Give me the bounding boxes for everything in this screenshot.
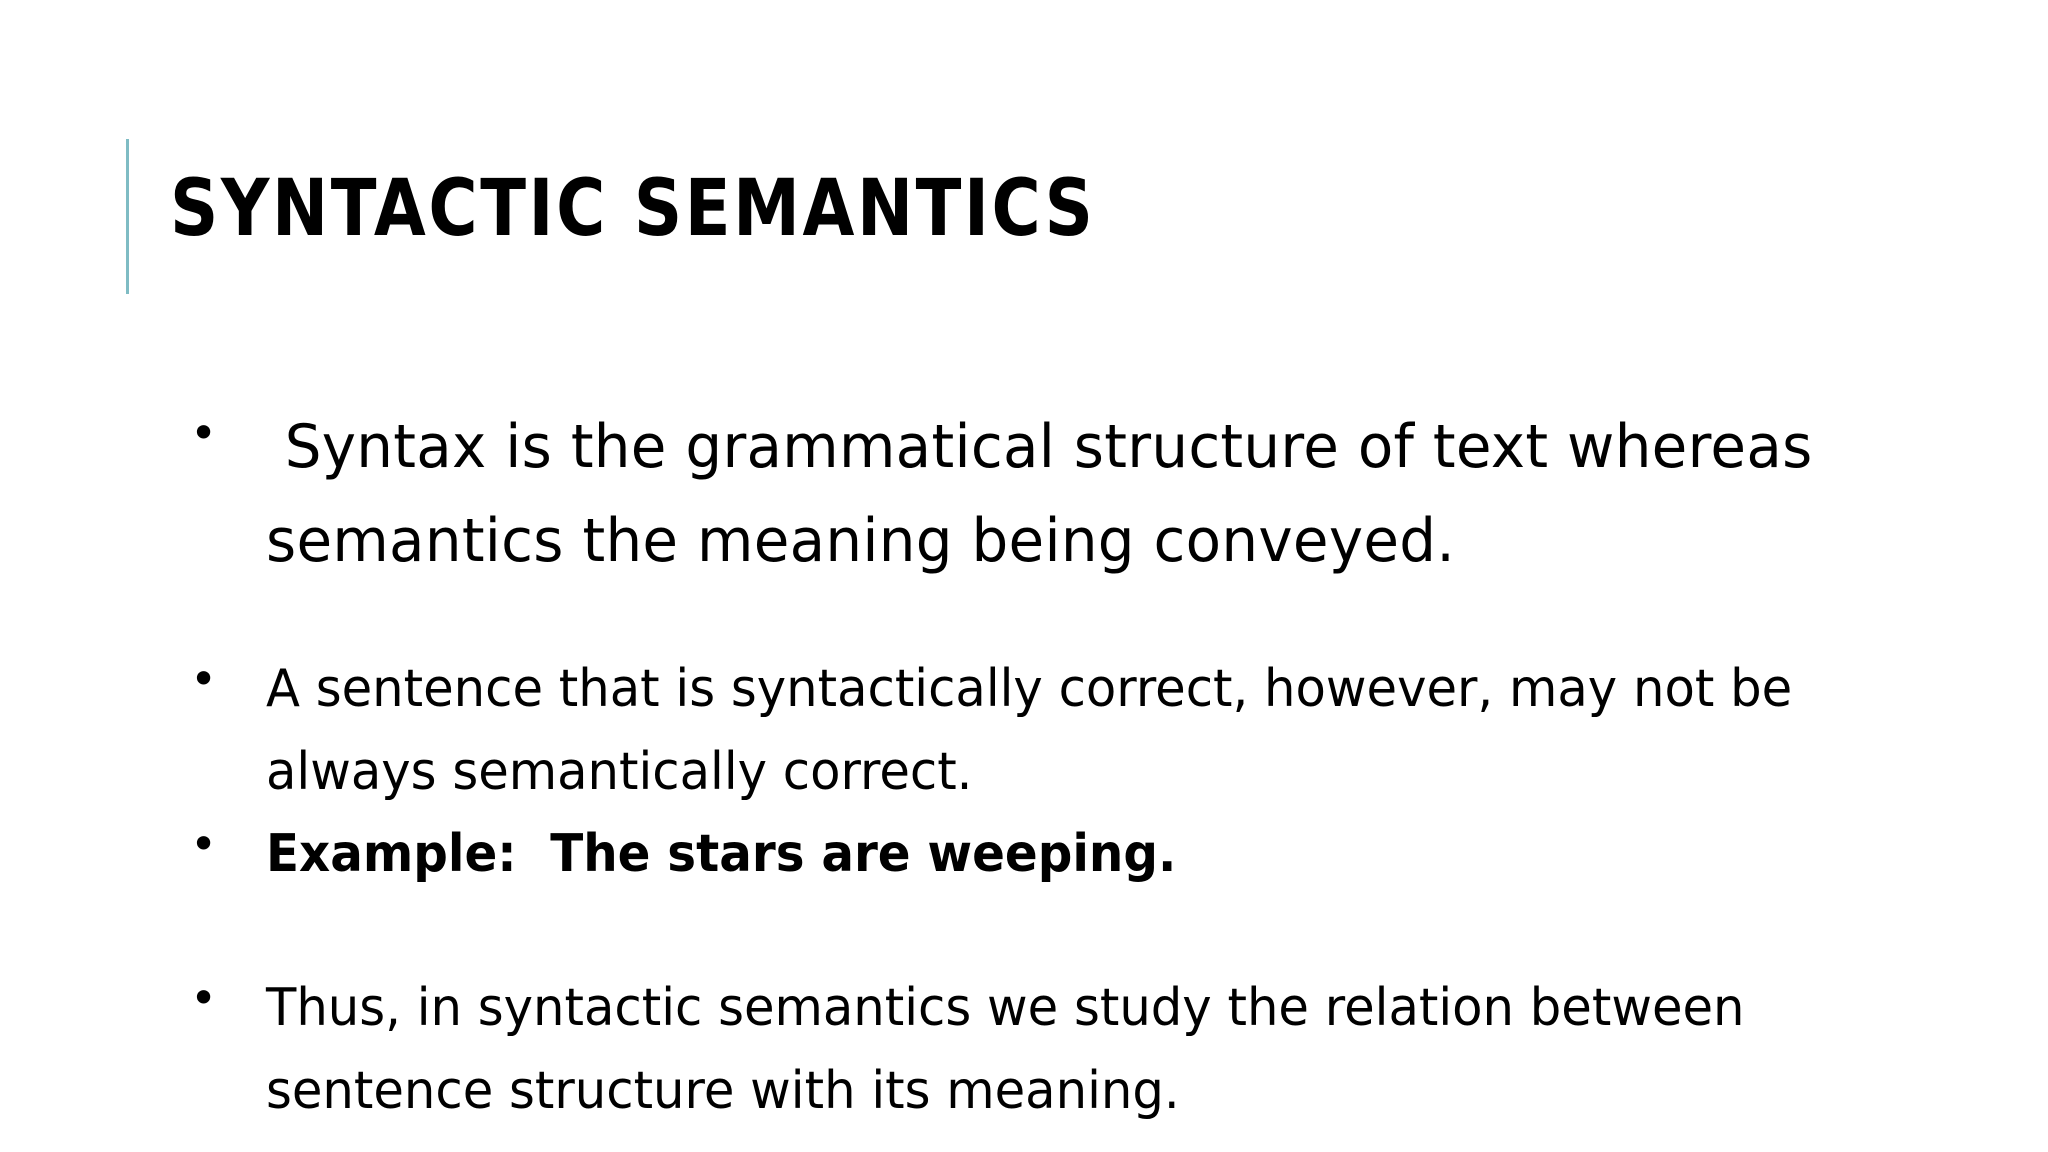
- bullet-text-example: [266, 813, 1791, 896]
- bullet-line: Syntax is the grammatical structure of text whereas: [266, 412, 1813, 482]
- bullet-text: [266, 400, 1849, 588]
- title-accent-bar: [126, 139, 129, 294]
- bullet-text: [266, 648, 1832, 814]
- bullet-dot-icon: •: [190, 652, 218, 706]
- bullet-line: semantics the meaning being conveyed.: [266, 506, 1456, 576]
- bullet-text: [266, 967, 1832, 1133]
- bullet-line: sentence structure with its meaning.: [266, 1061, 1180, 1121]
- bullet-dot-icon: •: [190, 406, 218, 460]
- bullet-line: always semantically correct.: [266, 742, 973, 802]
- bullet-line: A sentence that is syntactically correct, however, may not be: [266, 659, 1793, 719]
- bullet-dot-icon: •: [190, 971, 218, 1025]
- bullet-line: Example: The stars are weeping.: [266, 824, 1177, 884]
- slide-title: SYNTACTIC SEMANTICS: [170, 164, 1096, 254]
- bullet-dot-icon: •: [190, 817, 218, 871]
- bullet-line: Thus, in syntactic semantics we study the relation between: [266, 978, 1745, 1038]
